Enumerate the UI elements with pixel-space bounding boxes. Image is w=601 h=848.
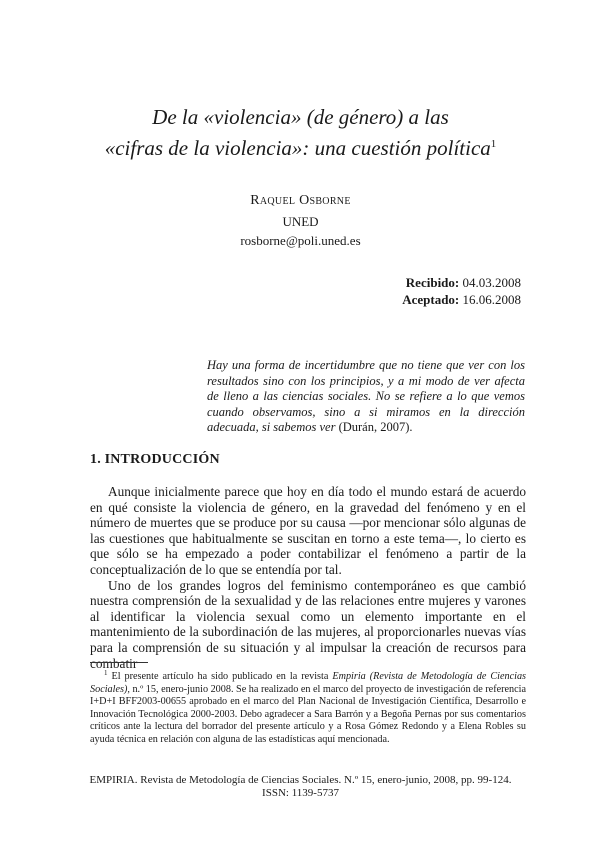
paragraph-2: Uno de los grandes logros del feminismo contemporáneo es que cambió nuestra comprensión de la sexualidad y de las relaciones entre mujeres y varones al identificar la violencia sexual como un elemento importante en el mantenimiento de la subordinación de las mujeres, al proporcionarles nuevas vías para la comprensión de su situación y al impulsar la creación de recursos para combatir — [90, 577, 526, 671]
paragraph-1: Aunque inicialmente parece que hoy en día todo el mundo estará de acuerdo en qué consiste la violencia de género, en la gravedad del fenómeno y en el número de muertes que se produce por su causa —por mencionar sólo algunas de las cuestiones que habitualmente se suscitan en torno a este tema—, lo cierto es que sólo se ha empezado a poder contabilizar el fenómeno a partir de la conceptualización de lo que se entendía por tal. — [90, 484, 526, 577]
footnote — [90, 667, 526, 747]
received-label: Recibido: — [405, 275, 460, 290]
received-date — [402, 274, 521, 291]
footer-issn: ISSN: 1139-5737 — [262, 787, 339, 799]
author-name: Raquel Osborne — [250, 193, 351, 208]
epigraph — [207, 358, 525, 436]
title-line-2-text: «cifras de la violencia»: una cuestión política — [104, 136, 491, 160]
accepted-date — [402, 291, 521, 308]
footnote-text-before: El presente artículo ha sido publicado en la revista — [111, 671, 329, 682]
article-dates — [402, 274, 521, 308]
title-footnote-mark[interactable]: 1 — [490, 138, 497, 150]
author-email[interactable]: rosborne@poli.uned.es — [240, 233, 361, 248]
epigraph-text: Hay una forma de incertidumbre que no tiene que ver con los resultados sino con los principios, y a mi modo de ver afecta de lleno a las ciencias sociales. No se refiere a lo que vemos cuando observamos, sino a si miramos en la dirección adecuada, si sabemos ver — [207, 358, 525, 434]
body-text — [90, 484, 526, 671]
footnote-mark: 1 — [104, 669, 108, 677]
footnote-paragraph — [90, 667, 526, 747]
article-title — [60, 104, 541, 162]
title-line-1: De la «violencia» (de género) a las — [152, 105, 449, 129]
page-footer — [60, 774, 541, 800]
footnote-journal: Empiria (Revista de Metodología de Ciencias Sociales), — [90, 671, 526, 695]
author-affiliation: UNED — [282, 214, 319, 229]
title-line-2 — [60, 131, 541, 162]
accepted-label: Aceptado: — [402, 292, 460, 307]
footer-citation: EMPIRIA. Revista de Metodología de Ciencias Sociales. N.º 15, enero-junio, 2008, pp. 99-124. — [89, 774, 512, 786]
section-heading: 1. INTRODUCCIÓN — [90, 452, 220, 467]
footnote-divider — [90, 662, 148, 663]
accepted-value: 16.06.2008 — [462, 292, 521, 307]
received-value: 04.03.2008 — [462, 275, 521, 290]
epigraph-citation: (Durán, 2007). — [338, 420, 413, 434]
footnote-text-after: n.º 15, enero-junio 2008. Se ha realizado en el marco del proyecto de investigación de referencia I+D+I BFF2003-00655 aprobado en el marco del Plan Nacional de Investigación Científica, Desarrollo e Innovación Tecnológica 2000-2003. Debo agradecer a Sara Barrón y a Begoña Pernas por sus comentarios críticos ante la lectura del borrador del presente artículo y a Rosa Gómez Redondo y a Elena Robles su ayuda técnica en relación con alguna de las estadísticas aquí mencionada. — [90, 683, 526, 745]
